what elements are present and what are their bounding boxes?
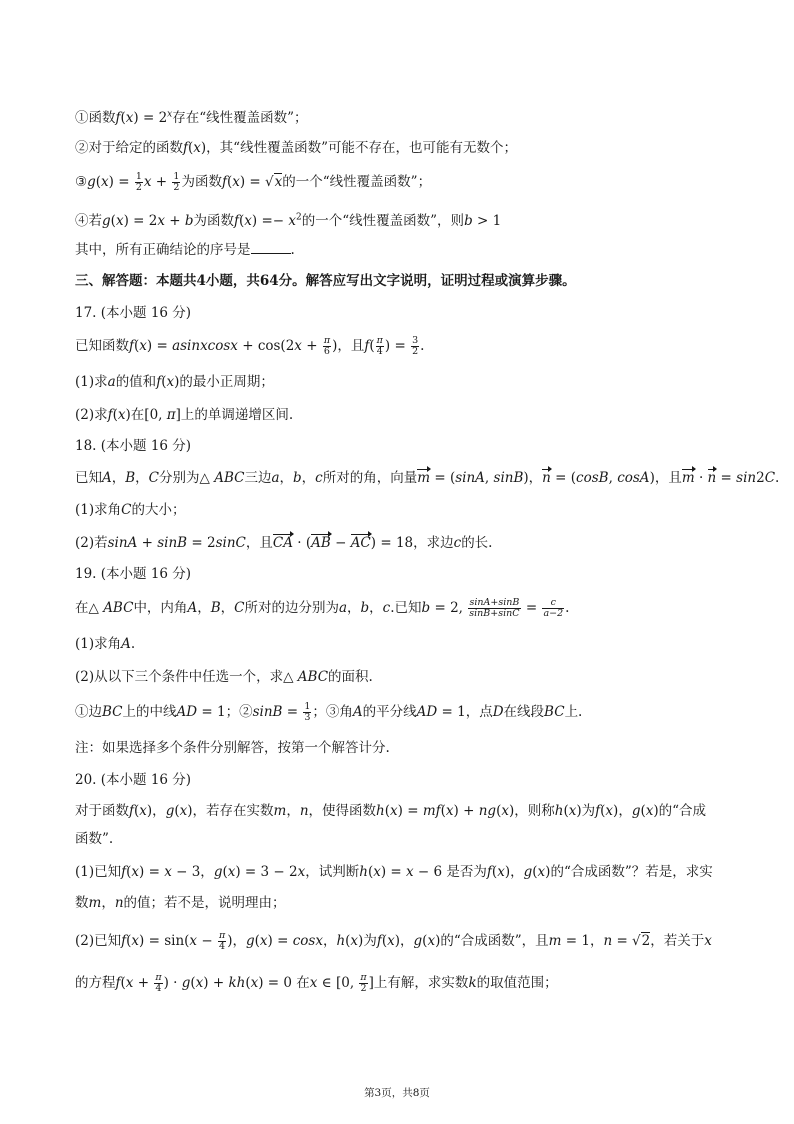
q17-header: 17. (本小题 16 分) (75, 305, 192, 321)
q19-conditions: ①边BC上的中线AD = 1；②sinB = $\frac{1}{3}$ ；③角A的平分线AD = 1，点D在线段BC上. (75, 701, 583, 723)
q18-part-2: (2)若sinA + sinB = 2sinC，且CA · (AB − AC) = 18，求边c的长. (75, 535, 493, 551)
q16-item-4: ④若g(x) = 2x + b为函数$f(x) =- x^2$的一个“线性覆盖函数”，则b > 1 (75, 212, 502, 229)
q17-stem: 已知函数f(x) = asinxcosx + cos(2x + $\frac{\pi}{6}$ )，且f( $\frac{\pi}{4}$ ) = $\frac{3}{2}$ . (75, 335, 425, 357)
q19-header: 19. (本小题 16 分) (75, 566, 192, 582)
q20-stem-line-2: 函数”. (75, 831, 114, 847)
page-footer: 第3页，共8页 (364, 1087, 430, 1099)
q17-part-1: (1)求a的值和f(x)的最小正周期； (75, 374, 274, 390)
q20-stem-line-1: 对于函数f(x)，g(x)，若存在实数m，n，使得函数h(x) = mf(x) + ng(x)，则称h(x)为f(x)，g(x)的“合成 (75, 803, 707, 819)
section-3-heading: 三、解答题：本题共4小题，共64分。解答应写出文字说明，证明过程或演算步骤。 (75, 273, 576, 289)
q18-part-1: (1)求角C的大小； (75, 502, 186, 518)
q19-stem: 在△ ABC中，内角A，B，C所对的边分别为a，b，c.已知b = 2, $\frac{\sin A+\sin B}{\sin B+\sin C}$ = $\frac{c}{a-2}$ . (75, 597, 570, 619)
q18-header: 18. (本小题 16 分) (75, 438, 192, 454)
q16-item-2: ②对于给定的函数f(x)，其“线性覆盖函数”可能不存在，也可能有无数个； (75, 140, 517, 156)
q20-part-1-line-1: (1)已知f(x) = x − 3，g(x) = 3 − 2x，试判断h(x) = x − 6 是否为f(x)，g(x)的“合成函数”？若是，求实 (75, 864, 713, 880)
q18-stem: 已知A，B，C分别为△ ABC三边a，b，c所对的角，向量m = (sinA, sinB)，n = (cosB, cosA)，且m · n = sin2C. (75, 470, 780, 486)
q17-part-2: (2)求f(x)在[0, π]上的单调递增区间. (75, 407, 294, 423)
q20-part-2-line-2: 的方程f(x + $\frac{\pi}{4}$ ) · g(x) + kh(x) = 0 在x ∈ [0, $\frac{\pi}{2}$ ]上有解，求实数k的取值范围； (75, 972, 558, 994)
q20-part-2-line-1: (2)已知f(x) = sin(x − $\frac{\pi}{4}$ )，g(x) = cosx，h(x)为f(x)，g(x)的“合成函数”，且m = 1，n = √2，若关于x (75, 930, 712, 952)
q20-header: 20. (本小题 16 分) (75, 772, 192, 788)
q19-note: 注：如果选择多个条件分别解答，按第一个解答计分. (75, 740, 390, 756)
q20-part-1-line-2: 数m，n的值；若不是，说明理由； (75, 895, 286, 911)
q16-item-3: ③g(x) = $\frac{1}{2}$ x + $\frac{1}{2}$ 为函数f(x) = √x的一个“线性覆盖函数”； (75, 171, 432, 193)
q16-item-1: ①函数$f(x) = 2^x$存在“线性覆盖函数”； (75, 109, 308, 126)
q19-part-2: (2)从以下三个条件中任选一个，求△ ABC的面积. (75, 669, 373, 685)
q16-prompt: 其中，所有正确结论的序号是 . (75, 242, 295, 258)
q19-part-1: (1)求角A. (75, 636, 136, 652)
